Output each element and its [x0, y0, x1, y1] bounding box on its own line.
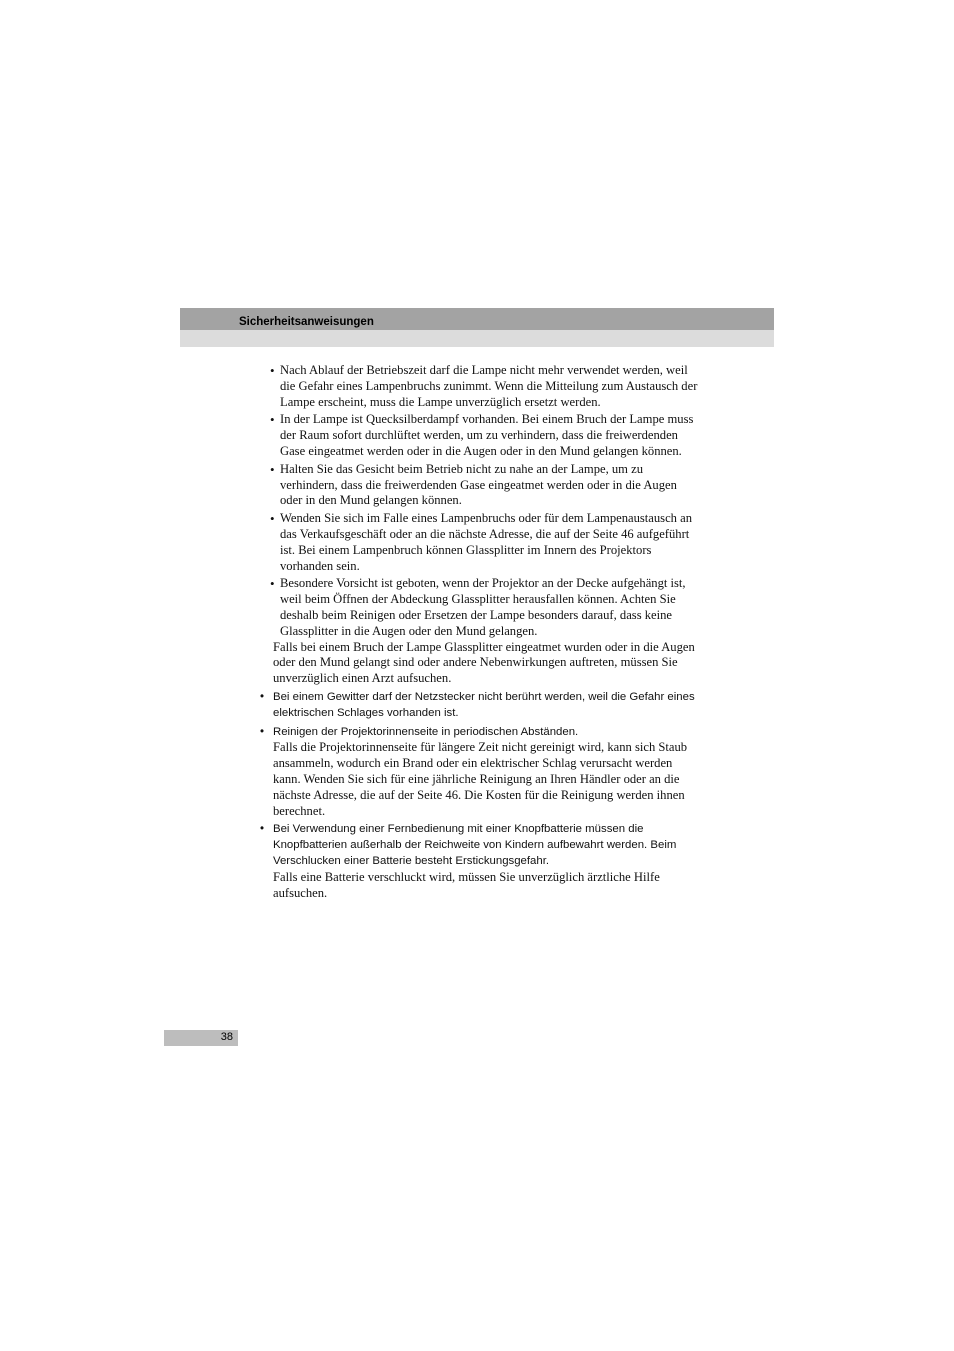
section-header-bar — [180, 308, 774, 330]
list-item — [260, 690, 700, 722]
list-item — [260, 576, 700, 639]
list-item-body: Falls die Projektorinnenseite für längere Zeit nicht gereinigt wird, kann sich Staub ansammeln, wodurch ein Brand oder ein elektrischer Schlag verursacht werden kann. Wenden Sie sich für eine jährliche Reinigung an Ihren Händler oder an die nächste Adresse, die auf der Seite 46. Die Kosten für die Reinigung werden ihnen berechnet. — [273, 740, 688, 818]
bullet: • — [260, 725, 265, 738]
bullet: • — [270, 363, 275, 378]
bullet: • — [270, 511, 275, 527]
bullet: • — [260, 823, 265, 836]
list-item-text: Besondere Vorsicht ist geboten, wenn der Projektor an der Decke aufgehängt ist, weil beim Öffnen der Abdeckung Glassplitter herausfallen können. Achten Sie deshalb beim Reinigen oder Ersetzen der Lampe besonders darauf, dass keine Glassplitter in die Augen oder den Mund gelangen. — [280, 576, 686, 638]
list-item — [260, 462, 700, 509]
list-item-heading: Bei Verwendung einer Fernbedienung mit einer Knopfbatterie müssen die Knopfbatterien außerhalb der Reichweite von Kindern aufbewahrt werden. Beim Verschlucken einer Batterie besteht Erstickungsgefahr. — [273, 823, 677, 867]
page-number: 38 — [220, 1031, 233, 1043]
list-item — [260, 511, 700, 574]
list-item-text: Nach Ablauf der Betriebszeit darf die Lampe nicht mehr verwendet werden, weil die Gefahr eines Lampenbruchs zunimmt. Wenn die Mitteilung zum Austausch der Lampe erscheint, muss die Lampe unverzüglich ersetzt werden. — [280, 363, 698, 409]
bullet: • — [260, 690, 265, 703]
section-header-band — [180, 330, 774, 347]
list-item-text: Wenden Sie sich im Falle eines Lampenbruchs oder für dem Lampenaustausch an das Verkaufsgeschäft oder an die nächste Adresse, die auf der Seite 46 aufgeführt ist. Bei einem Lampenbruch können Glassplitter im Innern des Projektors vorhanden sein. — [280, 511, 693, 573]
list-item-text: Halten Sie das Gesicht beim Betrieb nicht zu nahe an der Lampe, um zu verhindern, dass die freiwerdenden Gase eingeatmet werden oder in die Augen oder in den Mund gelangen können. — [280, 461, 677, 508]
list-item-heading: Bei einem Gewitter darf der Netzstecker nicht berührt werden, weil die Gefahr eines elektrischen Schlages vorhanden ist. — [273, 690, 695, 719]
bullet: • — [270, 412, 275, 428]
list-item — [260, 725, 700, 820]
list-item-heading: Reinigen der Projektorinnenseite in periodischen Abständen. — [273, 725, 579, 738]
bullet: • — [270, 576, 275, 592]
page-content — [260, 363, 700, 901]
list-item-text: In der Lampe ist Quecksilberdampf vorhanden. Bei einem Bruch der Lampe muss der Raum sofort durchlüftet werden, um zu verhindern, dass die freiwerdenden Gase eingeatmet werden oder in die Augen oder in den Mund gelangen können. — [280, 412, 694, 458]
list-item — [260, 822, 700, 901]
list-item-body: Falls eine Batterie verschluckt wird, müssen Sie unverzüglich ärztliche Hilfe aufsuchen. — [273, 869, 660, 900]
lamp-note: Falls bei einem Bruch der Lampe Glassplitter eingeatmet wurden oder in die Augen oder den Mund gelangt sind oder andere Nebenwirkungen auftreten, müssen Sie unverzüglich einen Arzt aufsuchen. — [273, 639, 695, 686]
list-item — [260, 363, 700, 410]
page-number-bar — [164, 1030, 238, 1046]
bullet: • — [270, 461, 275, 477]
list-item — [260, 412, 700, 459]
section-title: Sicherheitsanweisungen — [239, 316, 374, 328]
